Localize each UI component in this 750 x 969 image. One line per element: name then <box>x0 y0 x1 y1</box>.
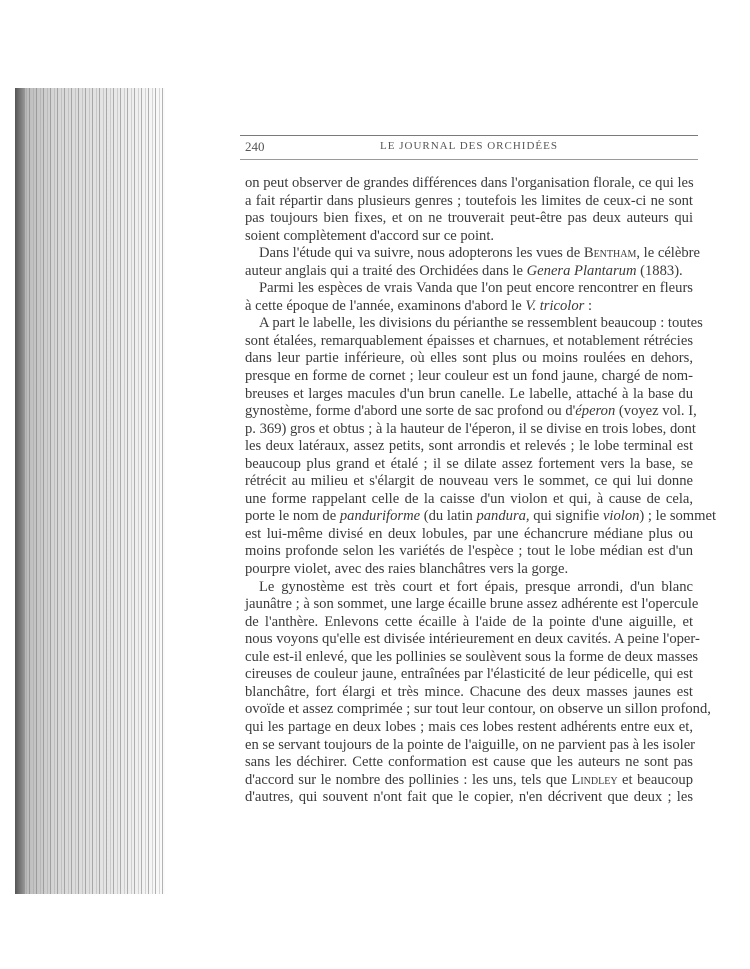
running-title: LE JOURNAL DES ORCHIDÉES <box>380 140 558 152</box>
text-segment: , le célèbre <box>636 245 700 262</box>
text-line <box>245 473 693 491</box>
text-line <box>245 438 693 456</box>
text-segment: beaucoup plus grand et étalé ; il se dilate assez fortement vers la base, se <box>245 455 693 472</box>
header-rule-bottom <box>240 159 698 160</box>
text-line <box>245 298 693 316</box>
text-segment: moins profonde selon les variétés de l'espèce ; tout le lobe médian est d'un <box>245 543 693 560</box>
book-page-edges <box>15 88 165 894</box>
text-segment: sont étalées, remarquablement épaisses et charnues, et notablement rétrécies <box>245 332 693 349</box>
text-segment: d'autres, qui souvent n'ont fait que le copier, n'en décrivent que deux ; les <box>245 789 693 806</box>
text-segment: gynostème, forme d'abord une sorte de sac profond ou d' <box>245 403 576 420</box>
text-line <box>245 263 693 281</box>
text-segment: et beaucoup <box>617 771 693 788</box>
text-segment: qui les partage en deux lobes ; mais ces lobes restent adhérents entre eux et, <box>245 718 693 735</box>
small-caps-name: Lindley <box>571 771 618 788</box>
text-line <box>245 491 693 509</box>
text-segment: pourpre violet, avec des raies blanchâtres vers la gorge. <box>245 561 569 578</box>
text-line <box>245 228 693 246</box>
italic-text: V. tricolor <box>525 297 585 314</box>
text-segment: Le gynostème est très court et fort épais, presque arrondi, d'un blanc <box>259 578 693 595</box>
text-line <box>245 315 703 333</box>
text-line <box>245 736 696 755</box>
text-line <box>245 684 693 702</box>
text-line <box>245 719 693 737</box>
body-text <box>245 175 717 807</box>
text-line <box>245 631 700 649</box>
text-segment: Dans l'étude qui va suivre, nous adopterons les vues de <box>259 245 584 262</box>
text-segment: cireuses de couleur jaune, entraînées par l'élasticité de leur pédicelle, qui est <box>245 666 693 683</box>
italic-text: panduriforme <box>339 508 421 525</box>
text-line <box>245 596 699 614</box>
text-line <box>245 772 693 790</box>
italic-text: pandura, <box>476 508 530 525</box>
italic-text: violon <box>602 508 640 525</box>
text-segment: nous voyons qu'elle est divisée intérieurement en deux cavités. A peine l'oper- <box>245 631 700 648</box>
text-line <box>245 561 693 579</box>
text-segment: : <box>584 297 593 314</box>
text-segment: est lui-même divisé en deux lobules, par une échancrure médiane plus ou <box>245 525 693 542</box>
text-line <box>245 789 693 807</box>
text-line <box>245 754 693 772</box>
text-segment: blanchâtre, fort élargi et très mince. Chacune des deux masses jaunes est <box>245 683 693 700</box>
text-line <box>245 701 711 719</box>
text-segment: porte le nom de <box>245 508 340 525</box>
text-segment: une forme rappelant celle de la caisse d'un violon et qui, à cause de cela, <box>245 490 693 507</box>
text-segment: dans leur partie inférieure, où elles sont plus ou moins roulées en dehors, <box>245 350 693 367</box>
text-segment: rétrécit au milieu et s'élargit de nouveau vers le sommet, ce qui lui donne <box>245 473 693 490</box>
text-line <box>245 579 693 597</box>
text-line <box>245 456 693 474</box>
text-line <box>245 386 693 404</box>
text-segment: on peut observer de grandes différences dans l'organisation florale, ce qui les <box>245 175 694 191</box>
text-line <box>245 666 693 684</box>
page-number: 240 <box>245 139 265 154</box>
text-line <box>245 350 693 368</box>
text-segment: auteur anglais qui a traité des Orchidées dans le <box>245 262 527 279</box>
page-header <box>245 139 693 157</box>
text-segment: presque en forme de cornet ; leur couleur est un fond jaune, chargé de nom- <box>245 368 693 385</box>
text-line <box>245 245 700 263</box>
text-line <box>245 175 693 193</box>
text-line <box>245 333 693 351</box>
text-segment: p. 369) gros et obtus ; à la hauteur de l'éperon, il se divise en trois lobes, dont <box>245 420 696 437</box>
italic-text: Genera Plantarum <box>526 262 637 279</box>
text-segment: breuses et larges macules d'un brun canelle. Le labelle, attaché à la base du <box>245 385 693 402</box>
text-line <box>245 614 693 632</box>
small-caps-name: Bentham <box>583 245 637 262</box>
text-segment: pas toujours bien fixes, et on ne trouverait peut-être pas deux auteurs qui <box>245 210 693 227</box>
text-segment: soient complètement d'accord sur ce point. <box>245 227 495 244</box>
text-line <box>245 420 696 439</box>
text-line <box>245 193 693 211</box>
text-segment: jaunâtre ; à son sommet, une large écaille brune assez adhérente est l'opercule <box>245 596 699 613</box>
text-line <box>245 368 693 386</box>
text-line <box>245 543 693 561</box>
text-line <box>245 403 697 421</box>
text-segment: en se servant toujours de la pointe de l'aiguille, on ne parvient pas à les isoler <box>245 736 696 753</box>
text-segment: Parmi les espèces de vrais Vanda que l'on peut encore rencontrer en fleurs <box>259 280 693 297</box>
text-segment: de l'anthère. Enlevons cette écaille à l'aide de la pointe d'une aiguille, et <box>245 613 693 630</box>
text-line <box>245 648 699 667</box>
text-segment: ) ; le sommet <box>639 508 717 525</box>
text-segment: a fait répartir dans plusieurs genres ; toutefois les limites de ceux-ci ne sont <box>245 192 693 209</box>
text-segment: (du latin <box>420 508 477 525</box>
text-segment: qui signifie <box>529 508 603 525</box>
text-segment: (1883). <box>636 262 683 279</box>
text-segment: les deux latéraux, assez petits, sont arrondis et relevés ; le lobe terminal est <box>245 438 693 455</box>
text-segment: (voyez vol. I, <box>615 403 697 420</box>
italic-text: éperon <box>575 403 616 420</box>
text-segment: d'accord sur le nombre des pollinies : les uns, tels que <box>245 771 572 788</box>
text-segment: cule est-il enlevé, que les pollinies se soulèvent sous la forme de deux masses <box>245 648 699 665</box>
text-segment: ovoïde et assez comprimée ; sur tout leur contour, on observe un sillon profond, <box>245 701 711 718</box>
text-line <box>245 508 717 526</box>
text-line <box>245 280 693 298</box>
text-segment: à cette époque de l'année, examinons d'abord le <box>245 297 526 314</box>
text-segment: A part le labelle, les divisions du périanthe se ressemblent beaucoup : toutes <box>259 315 703 332</box>
text-segment: sans les déchirer. Cette conformation est cause que les auteurs ne sont pas <box>245 754 693 771</box>
text-line <box>245 526 693 544</box>
header-rule-top <box>240 135 698 136</box>
text-line <box>245 210 693 228</box>
